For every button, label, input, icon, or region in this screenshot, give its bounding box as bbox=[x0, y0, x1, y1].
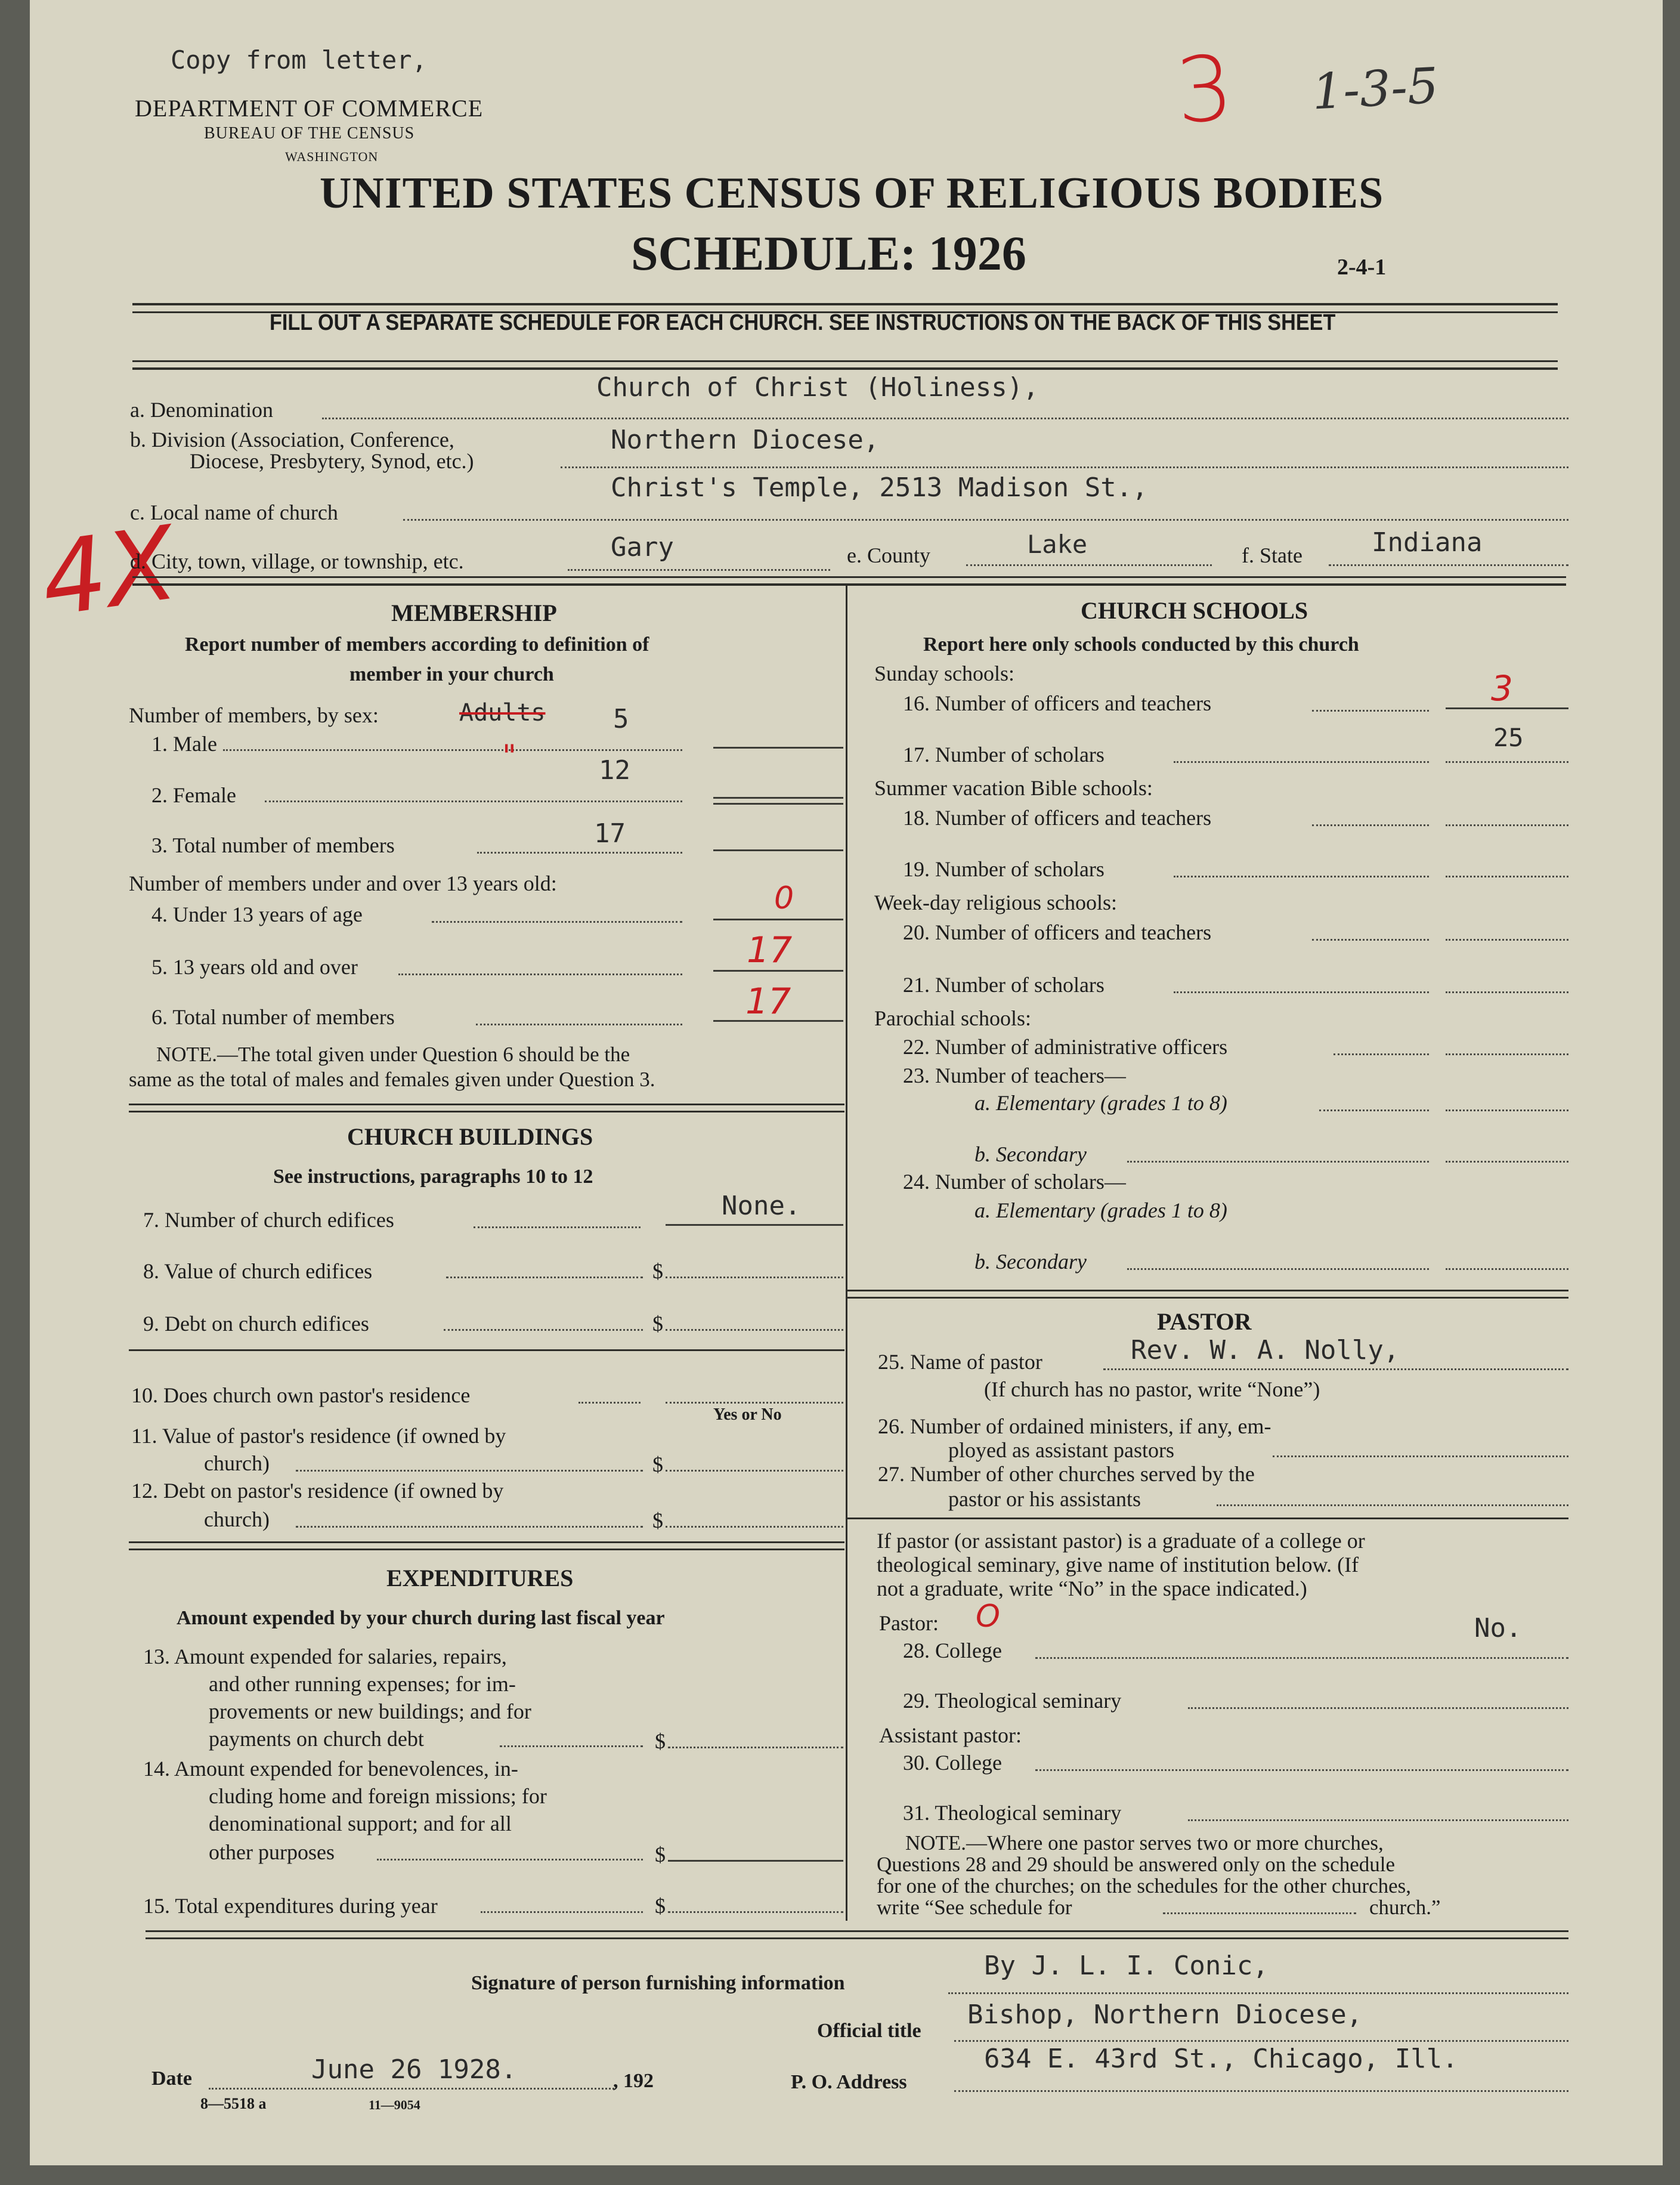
q22-label: 22. Number of administrative officers bbox=[903, 1035, 1228, 1059]
q26-label-2: ployed as assistant pastors bbox=[948, 1438, 1174, 1462]
form-number: 8—5518 a bbox=[200, 2095, 267, 2112]
q14-label-3: denominational support; and for all bbox=[209, 1812, 512, 1835]
q13-label-2: and other running expenses; for im- bbox=[209, 1672, 516, 1696]
under-13-value[interactable]: 0 bbox=[774, 880, 794, 916]
q27-label-1: 27. Number of other churches served by the bbox=[878, 1462, 1255, 1486]
copy-note: Copy from letter, bbox=[171, 45, 427, 75]
q13-dollar-sign: $ bbox=[655, 1729, 666, 1753]
q18-label: 18. Number of officers and teachers bbox=[903, 806, 1212, 830]
q14-label-1: 14. Amount expended for benevolences, in- bbox=[143, 1757, 518, 1781]
q24b-label: b. Secondary bbox=[974, 1250, 1087, 1274]
age-breakdown-label: Number of members under and over 13 years old: bbox=[129, 871, 557, 895]
state-label: f. State bbox=[1242, 543, 1302, 567]
q11-dollar-sign: $ bbox=[652, 1452, 663, 1476]
q13-label-4: payments on church debt bbox=[209, 1727, 424, 1751]
instructions-banner: FILL OUT A SEPARATE SCHEDULE FOR EACH CHURCH. SEE INSTRUCTIONS ON THE BACK OF THIS SHEET bbox=[270, 310, 1336, 335]
q8-value-label: 8. Value of church edifices bbox=[143, 1259, 373, 1283]
pastor-note-2: Questions 28 and 29 should be answered only on the schedule bbox=[877, 1853, 1396, 1876]
pastor-note-1: NOTE.—Where one pastor serves two or more churches, bbox=[905, 1831, 1384, 1855]
city-value[interactable]: Gary bbox=[611, 532, 674, 563]
q12-label-1: 12. Debt on pastor's residence (if owned by bbox=[131, 1479, 504, 1503]
q13-label-3: provements or new buildings; and for bbox=[209, 1699, 531, 1723]
church-schools-subtitle: Report here only schools conducted by this church bbox=[923, 633, 1359, 656]
local-name-label: c. Local name of church bbox=[130, 500, 338, 524]
q15-dollar-sign: $ bbox=[655, 1894, 666, 1918]
pastor-name-value[interactable]: Rev. W. A. Nolly, bbox=[1131, 1335, 1400, 1365]
membership-note-2: same as the total of males and females given under Question 3. bbox=[129, 1068, 655, 1091]
struck-word: Adults bbox=[459, 699, 546, 727]
membership-heading: MEMBERSHIP bbox=[391, 599, 557, 626]
q31-label: 31. Theological seminary bbox=[903, 1801, 1122, 1825]
q21-label: 21. Number of scholars bbox=[903, 973, 1104, 997]
official-title-value[interactable]: Bishop, Northern Diocese, bbox=[967, 1999, 1363, 2030]
q19-label: 19. Number of scholars bbox=[903, 857, 1104, 881]
division-label: b. Division (Association, Conference, bbox=[130, 428, 454, 452]
county-value[interactable]: Lake bbox=[1027, 530, 1088, 559]
membership-subtitle-2: member in your church bbox=[349, 663, 554, 685]
q11-label-1: 11. Value of pastor's residence (if owned by bbox=[131, 1424, 506, 1448]
male-value[interactable]: 5 bbox=[613, 704, 629, 734]
pastor-red-mark: O bbox=[976, 1599, 1000, 1634]
q4-under-13-label: 4. Under 13 years of age bbox=[151, 903, 363, 926]
church-schools-heading: CHURCH SCHOOLS bbox=[1081, 597, 1308, 624]
ditto-mark: " bbox=[502, 738, 516, 774]
parochial-schools-label: Parochial schools: bbox=[874, 1006, 1031, 1030]
washington-label: WASHINGTON bbox=[285, 149, 379, 164]
q16-label: 16. Number of officers and teachers bbox=[903, 691, 1212, 715]
q13-label-1: 13. Amount expended for salaries, repairs, bbox=[143, 1645, 507, 1668]
county-label: e. County bbox=[847, 543, 930, 567]
denomination-value[interactable]: Church of Christ (Holiness), bbox=[596, 372, 1039, 403]
q14-label-2: cluding home and foreign missions; for bbox=[209, 1784, 547, 1808]
q15-label: 15. Total expenditures during year bbox=[143, 1894, 438, 1918]
q23-label: 23. Number of teachers— bbox=[903, 1064, 1126, 1087]
po-address-value[interactable]: 634 E. 43rd St., Chicago, Ill. bbox=[984, 2044, 1458, 2074]
q10-residence-label: 10. Does church own pastor's residence bbox=[131, 1383, 471, 1407]
q14-dollar-sign: $ bbox=[655, 1843, 666, 1866]
q30-label: 30. College bbox=[903, 1751, 1002, 1775]
total-by-age-value[interactable]: 17 bbox=[745, 981, 791, 1022]
q16-value[interactable]: 3 bbox=[1491, 668, 1513, 709]
q9-dollar-sign: $ bbox=[652, 1312, 663, 1336]
city-label: d. City, town, village, or township, etc. bbox=[130, 549, 464, 573]
division-value[interactable]: Northern Diocese, bbox=[611, 425, 880, 455]
church-buildings-subtitle: See instructions, paragraphs 10 to 12 bbox=[273, 1166, 593, 1188]
q12-dollar-sign: $ bbox=[652, 1509, 663, 1532]
pastor-college-answer[interactable]: No. bbox=[1474, 1613, 1522, 1643]
po-address-label: P. O. Address bbox=[791, 2071, 907, 2093]
q5-over-13-label: 5. 13 years old and over bbox=[151, 955, 358, 979]
date-label: Date bbox=[151, 2067, 192, 2090]
print-number: 11—9054 bbox=[369, 2097, 420, 2112]
assistant-pastor-subheading: Assistant pastor: bbox=[879, 1723, 1022, 1747]
department-name: DEPARTMENT OF COMMERCE bbox=[135, 95, 484, 122]
q14-label-4: other purposes bbox=[209, 1840, 335, 1864]
q17-value[interactable]: 25 bbox=[1493, 723, 1524, 752]
over-13-value[interactable]: 17 bbox=[747, 929, 793, 971]
total-members-value[interactable]: 17 bbox=[594, 818, 626, 849]
church-buildings-heading: CHURCH BUILDINGS bbox=[347, 1123, 593, 1150]
schedule-year: SCHEDULE: 1926 bbox=[631, 226, 1026, 280]
q27-label-2: pastor or his assistants bbox=[948, 1487, 1141, 1511]
q8-dollar-sign: $ bbox=[652, 1259, 663, 1283]
expenditures-subtitle: Amount expended by your church during last fiscal year bbox=[177, 1607, 665, 1629]
handwritten-number: 3 bbox=[1172, 36, 1237, 144]
q11-label-2: church) bbox=[204, 1451, 270, 1475]
summer-schools-label: Summer vacation Bible schools: bbox=[874, 776, 1153, 800]
division-label-cont: Diocese, Presbytery, Synod, etc.) bbox=[190, 449, 474, 473]
graduate-instructions-1: If pastor (or assistant pastor) is a graduate of a college or bbox=[877, 1529, 1365, 1553]
form-title: UNITED STATES CENSUS OF RELIGIOUS BODIES bbox=[320, 169, 1384, 218]
state-value[interactable]: Indiana bbox=[1372, 527, 1483, 558]
margin-mark: 4X bbox=[34, 504, 184, 640]
q26-label-1: 26. Number of ordained ministers, if any, em- bbox=[878, 1414, 1271, 1438]
q20-label: 20. Number of officers and teachers bbox=[903, 920, 1212, 944]
q23b-label: b. Secondary bbox=[974, 1142, 1087, 1166]
signature-value[interactable]: By J. L. I. Conic, bbox=[984, 1951, 1268, 1981]
q23a-label: a. Elementary (grades 1 to 8) bbox=[974, 1091, 1227, 1115]
q24a-label: a. Elementary (grades 1 to 8) bbox=[974, 1198, 1227, 1222]
pastor-heading: PASTOR bbox=[1157, 1308, 1252, 1335]
form-code: 2-4-1 bbox=[1337, 255, 1387, 280]
graduate-instructions-3: not a graduate, write “No” in the space indicated.) bbox=[877, 1577, 1307, 1600]
q25-note: (If church has no pastor, write “None”) bbox=[984, 1377, 1320, 1401]
official-title-label: Official title bbox=[817, 2020, 921, 2042]
q24-label: 24. Number of scholars— bbox=[903, 1170, 1126, 1194]
q12-label-2: church) bbox=[204, 1507, 270, 1531]
q9-debt-label: 9. Debt on church edifices bbox=[143, 1312, 369, 1336]
weekday-schools-label: Week-day religious schools: bbox=[874, 891, 1118, 914]
handwritten-reference: 1-3-5 bbox=[1310, 57, 1440, 121]
pastor-note-4: write “See schedule for bbox=[877, 1896, 1072, 1919]
pastor-note-4-end: church.” bbox=[1369, 1896, 1441, 1919]
pastor-subheading: Pastor: bbox=[879, 1611, 939, 1635]
q7-edifices-label: 7. Number of church edifices bbox=[143, 1208, 394, 1232]
female-value[interactable]: 12 bbox=[599, 755, 630, 786]
date-value[interactable]: June 26 1928. bbox=[311, 2054, 517, 2085]
yes-no-hint: Yes or No bbox=[713, 1405, 782, 1424]
local-name-value[interactable]: Christ's Temple, 2513 Madison St., bbox=[611, 472, 1148, 503]
edifices-value[interactable]: None. bbox=[722, 1191, 801, 1221]
date-year-suffix: , 192 bbox=[613, 2070, 654, 2092]
q1-male-label: 1. Male bbox=[151, 732, 217, 756]
denomination-label: a. Denomination bbox=[130, 398, 273, 422]
sunday-schools-label: Sunday schools: bbox=[874, 662, 1015, 685]
q29-label: 29. Theological seminary bbox=[903, 1689, 1122, 1713]
q28-label: 28. College bbox=[903, 1639, 1002, 1662]
graduate-instructions-2: theological seminary, give name of institution below. (If bbox=[877, 1553, 1359, 1577]
members-by-sex-label: Number of members, by sex: bbox=[129, 703, 379, 727]
q2-female-label: 2. Female bbox=[151, 783, 236, 807]
bureau-name: BUREAU OF THE CENSUS bbox=[204, 124, 415, 143]
expenditures-heading: EXPENDITURES bbox=[386, 1565, 574, 1591]
q6-total-label: 6. Total number of members bbox=[151, 1005, 395, 1029]
q3-total-label: 3. Total number of members bbox=[151, 833, 395, 857]
pastor-note-3: for one of the churches; on the schedules for the other churches, bbox=[877, 1874, 1412, 1897]
signature-label: Signature of person furnishing information bbox=[471, 1972, 845, 1994]
q17-label: 17. Number of scholars bbox=[903, 743, 1104, 767]
q25-label: 25. Name of pastor bbox=[878, 1350, 1042, 1374]
membership-subtitle-1: Report number of members according to definition of bbox=[185, 633, 649, 656]
membership-note-1: NOTE.—The total given under Question 6 should be the bbox=[156, 1043, 630, 1066]
